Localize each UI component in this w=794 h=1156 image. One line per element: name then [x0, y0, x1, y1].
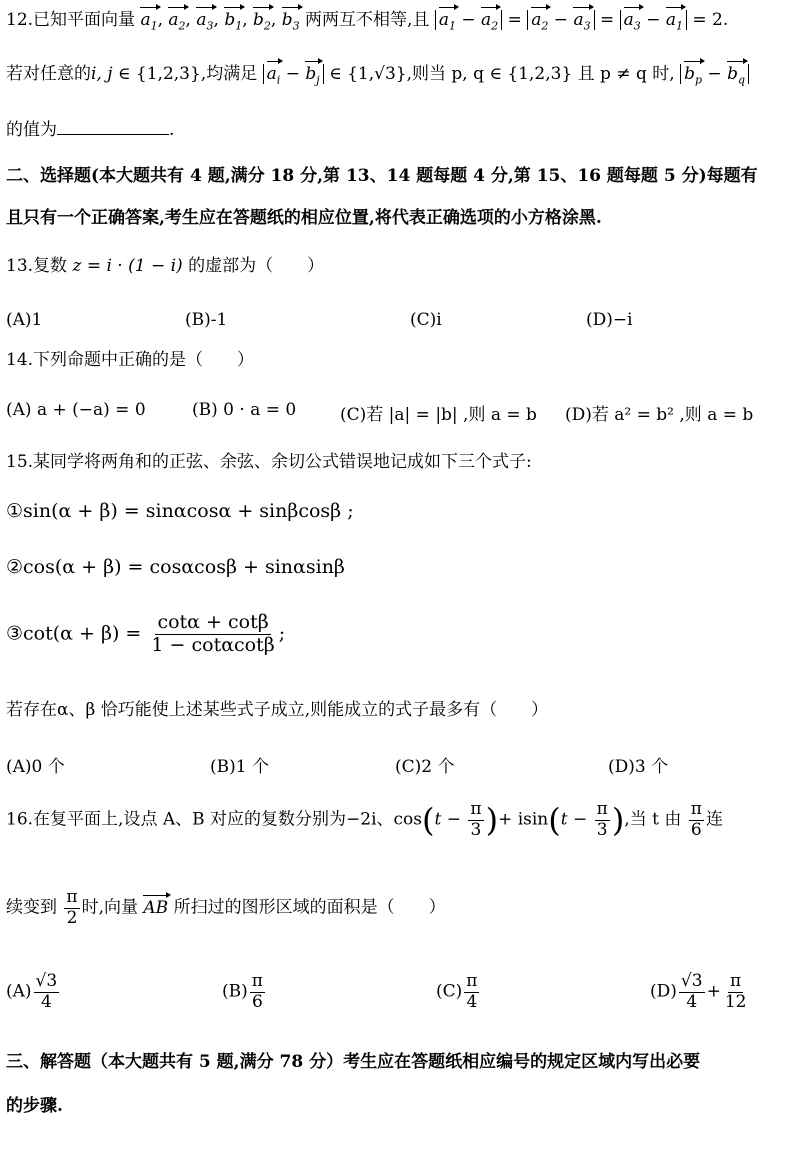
vector-a3: $a_3$ — [196, 10, 214, 33]
q14-option-d[interactable]: (D)若 a² = b² ,则 a = b — [565, 405, 754, 425]
q12-prefix: 12.已知平面向量 — [6, 10, 136, 30]
q12-cond: p, q ∈ {1,2,3} 且 p ≠ q 时, — [451, 64, 675, 84]
q14-stem: 14.下列命题中正确的是（ ） — [6, 350, 255, 370]
q13-option-c[interactable]: (C)i — [410, 310, 442, 330]
q13-option-b[interactable]: (B)-1 — [185, 310, 228, 330]
q13-option-d[interactable]: (D)−i — [586, 310, 633, 330]
answer-blank[interactable] — [57, 120, 169, 135]
q16-frac-pi3-1: $\frac{\pi}{3}$ — [470, 799, 482, 840]
vector-b3: $b_3$ — [281, 10, 300, 33]
section2-line1: 二、选择题(本大题共有 4 题,满分 18 分,第 13、14 题每题 4 分,第 15、16 题每题 5 分)每题有 — [6, 166, 758, 186]
q16-option-a[interactable]: (A) $\frac{√3}{4}$ — [6, 971, 58, 1012]
vector-b1: $b_1$ — [224, 10, 243, 33]
q14-option-a[interactable]: (A) a + (−a) = 0 — [6, 400, 146, 420]
q15-option-d[interactable]: (D)3 个 — [608, 757, 669, 777]
q12-line3-end: . — [169, 120, 175, 140]
q13-stem — [6, 256, 324, 276]
q16-t-minus-1: t − — [434, 809, 461, 830]
q15-f3-left: ③cot(α + β) = — [6, 622, 142, 645]
q15-option-a[interactable]: (A)0 个 — [6, 757, 65, 777]
q16-line2-prefix: 续变到 — [6, 897, 57, 918]
vector-a1: $a_1$ — [140, 10, 158, 33]
section3-line1: 三、解答题（本大题共有 5 题,满分 78 分）考生应在答题纸相应编号的规定区域内写出必要 — [6, 1052, 701, 1072]
q14-option-b[interactable]: (B) 0 · a = 0 — [192, 400, 297, 420]
q13-suffix: 的虚部为（ ） — [188, 256, 325, 276]
abs-a1-a2: $a_1 - a_2$ — [435, 10, 502, 30]
q15-f3-fraction: $\frac{\cot\alpha + \cot\beta}{1 - \cot\alpha\cot\beta}$ — [151, 611, 275, 656]
q12-middle: 两两互不相等,且 — [305, 10, 430, 30]
q16-plus-isin: + isin — [498, 809, 549, 830]
q12-line1: 12.已知平面向量 $a_1$, $a_2$, $a_3$, $b_1$, $b_2$, $b_3$ 两两互不相等,且 $a_1 - a_2 = a_2 - a_3 = a_3 - a_1 = 2$. — [6, 10, 729, 33]
q16-when: ,当 t 由 — [624, 809, 682, 830]
q12-then: ,则当 — [406, 64, 446, 84]
q12-equal-value: 2 — [712, 10, 723, 30]
q16-line2-end: 所扫过的图形区域的面积是（ ） — [173, 897, 446, 918]
q16-line2-suffix: 时,向量 — [81, 897, 138, 918]
abs-a3-a1: $a_3 - a_1$ — [620, 10, 687, 30]
q12-line2-prefix: 若对任意的 — [6, 64, 91, 84]
vector-b2: $b_2$ — [253, 10, 271, 33]
abs-bp-bq: $b_p - b_q$ — [680, 64, 749, 84]
q16-line1: 16.在复平面上,设点 A、B 对应的复数分别为−2i、cos(t − $\frac{\pi}{3}$ )+ isin(t − $\frac{\pi}{3}$ ),当 t 由 $\frac{\pi}{6}$ 连 — [6, 799, 723, 840]
q14-option-c[interactable]: (C)若 |a| = |b| ,则 a = b — [340, 405, 537, 425]
q15-formula-3 — [6, 612, 285, 657]
section2-line2: 且只有一个正确答案,考生应在答题纸的相应位置,将代表正确选项的小方格涂黑. — [6, 208, 602, 228]
q15-stem: 15.某同学将两角和的正弦、余弦、余切公式错误地记成如下三个式子: — [6, 452, 532, 472]
q15-option-c[interactable]: (C)2 个 — [395, 757, 455, 777]
q13-formula: z = i · (1 − i) — [72, 256, 183, 276]
q12-set2: {1,√3} — [347, 64, 407, 84]
q12-line2: 若对任意的i, j ∈ {1,2,3},均满足 $a_i - b_j$ ∈ {1,√3},则当 p, q ∈ {1,2,3} 且 p ≠ q 时, $b_p - b_q$ — [6, 64, 749, 87]
q16-frac-pi3-2: $\frac{\pi}{3}$ — [596, 799, 608, 840]
q16-option-b[interactable]: (B) $\frac{\pi}{6}$ — [222, 971, 263, 1012]
vector-ab: AB — [143, 897, 169, 918]
q15-question: 若存在α、β 恰巧能使上述某些式子成立,则能成立的式子最多有（ ） — [6, 700, 549, 720]
vector-a2: $a_2$ — [168, 10, 186, 33]
q15-formula-1: ①sin(α + β) = sinαcosα + sinβcosβ ; — [6, 500, 354, 522]
q16-frac-pi6: $\frac{\pi}{6}$ — [690, 799, 702, 840]
q16-option-d[interactable]: (D) $\frac{√3}{4}$ + $\frac{\pi}{12}$ — [650, 971, 747, 1012]
q15-option-b[interactable]: (B)1 个 — [210, 757, 269, 777]
q16-line2 — [6, 888, 446, 928]
abs-a2-a3: $a_2 - a_3$ — [527, 10, 594, 30]
abs-ai-bj: $a_i - b_j$ — [263, 64, 324, 84]
q13-prefix: 13.复数 — [6, 256, 68, 276]
q16-t-minus-2: t − — [560, 809, 588, 830]
q13-option-a[interactable]: (A)1 — [6, 310, 43, 330]
q16-option-c[interactable]: (C) $\frac{\pi}{4}$ — [436, 971, 478, 1012]
q12-line3-text: 的值为 — [6, 120, 57, 140]
q12-set: {1,2,3} — [135, 64, 201, 84]
q16-cos: cos — [393, 809, 422, 830]
q15-f3-end: ; — [278, 622, 286, 645]
q16-frac-pi2: $\frac{\pi}{2}$ — [66, 887, 78, 928]
q12-line3 — [6, 120, 174, 140]
q16-prefix: 16.在复平面上,设点 A、B 对应的复数分别为−2i、 — [6, 809, 394, 830]
q16-lian: 连 — [705, 809, 723, 830]
q15-formula-2: ②cos(α + β) = cosαcosβ + sinαsinβ — [6, 556, 345, 578]
q12-line2-middle: ,均满足 — [200, 64, 258, 84]
section3-line2: 的步骤. — [6, 1096, 63, 1116]
